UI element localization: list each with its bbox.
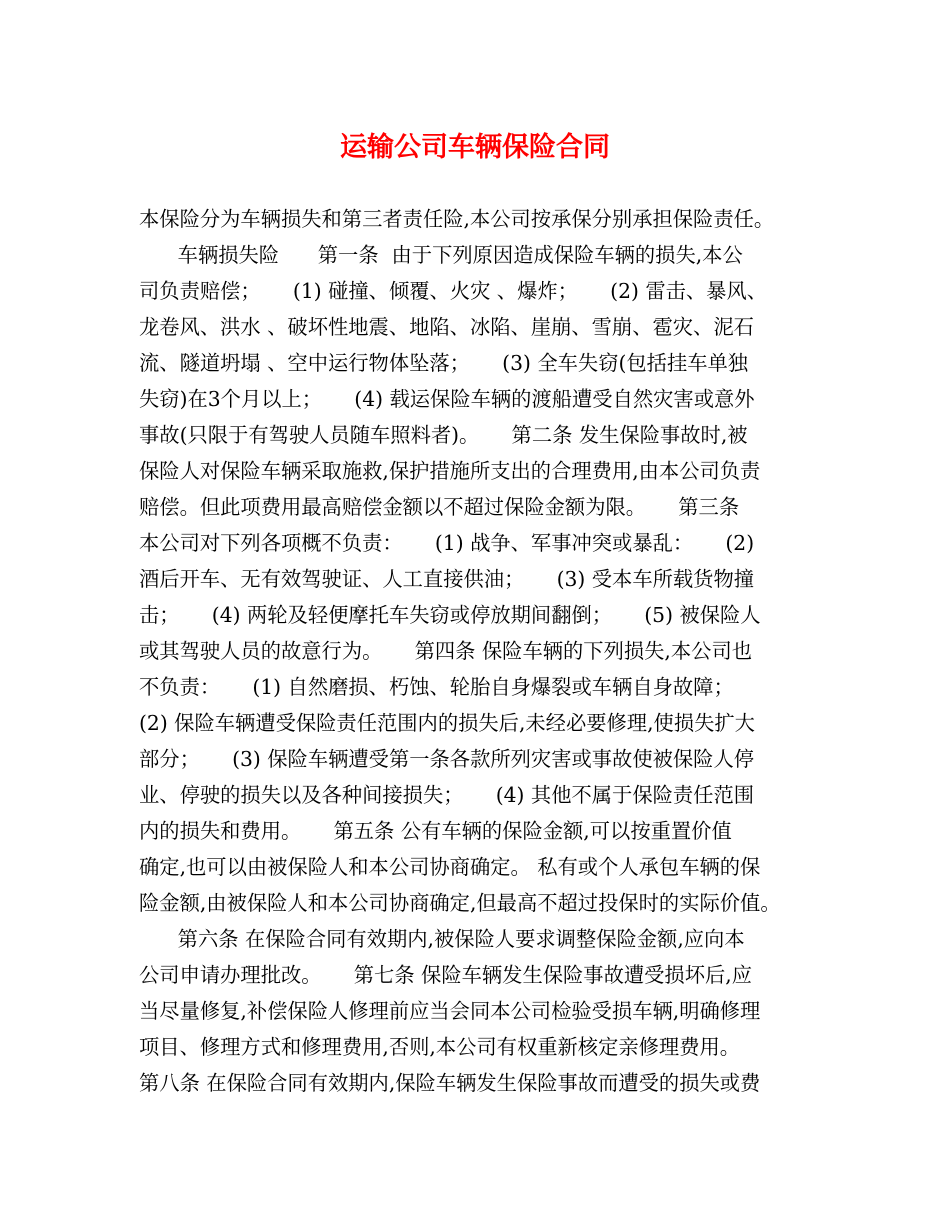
body-line: 或其驾驶人员的故意行为。 第四条 保险车辆的下列损失,本公司也 — [139, 639, 753, 663]
body-line: 赔偿。但此项费用最高赔偿金额以不超过保险金额为限。 第三条 — [139, 495, 740, 519]
body-line: 项目、修理方式和修理费用,否则,本公司有权重新核定亲修理费用。 — [139, 1035, 741, 1059]
body-line: 龙卷风、洪水 、破坏性地震、地陷、冰陷、崖崩、雪崩、雹灾、泥石 — [139, 315, 754, 339]
body-line: 击； (4) 两轮及轻便摩托车失窃或停放期间翻倒； (5) 被保险人 — [139, 603, 761, 627]
body-line: 酒后开车、无有效驾驶证、人工直接供油； (3) 受本车所载货物撞 — [139, 567, 755, 591]
body-line: 当尽量修复,补偿保险人修理前应当会同本公司检验受损车辆,明确修理 — [139, 999, 761, 1023]
body-line: 车辆损失险 第一条 由于下列原因造成保险车辆的损失,本公 — [139, 243, 743, 267]
body-line: 保险人对保险车辆采取施救,保护措施所支出的合理费用,由本公司负责 — [139, 459, 761, 483]
body-line: 失窃)在3个月以上； (4) 载运保险车辆的渡船遭受自然灾害或意外 — [139, 387, 755, 411]
body-line: 不负责： (1) 自然磨损、朽蚀、轮胎自身爆裂或车辆自身故障； — [139, 675, 734, 699]
body-line: 确定,也可以由被保险人和本公司协商确定。 私有或个人承包车辆的保 — [139, 855, 761, 879]
body-line: 第八条 在保险合同有效期内,保险车辆发生保险事故而遭受的损失或费 — [139, 1071, 761, 1095]
body-line: 内的损失和费用。 第五条 公有车辆的保险金额,可以按重置价值 — [139, 819, 732, 843]
body-line: (2) 保险车辆遭受保险责任范围内的损失后,未经必要修理,使损失扩大 — [139, 711, 755, 735]
document-title: 运输公司车辆保险合同 — [340, 132, 610, 163]
body-line: 本公司对下列各项概不负责： (1) 战争、军事冲突或暴乱： (2) — [139, 531, 755, 555]
document-body — [139, 201, 815, 1101]
body-line: 险金额,由被保险人和本公司协商确定,但最高不超过投保时的实际价值。 — [139, 891, 781, 915]
body-line: 流、隧道坍塌 、空中运行物体坠落； (3) 全车失窃(包括挂车单独 — [139, 351, 749, 375]
body-line: 司负责赔偿； (1) 碰撞、倾覆、火灾 、爆炸； (2) 雷击、暴风、 — [139, 279, 768, 303]
body-line: 业、停驶的损失以及各种间接损失； (4) 其他不属于保险责任范围 — [139, 783, 755, 807]
body-line: 第六条 在保险合同有效期内,被保险人要求调整保险金额,应向本 — [139, 927, 745, 951]
body-line: 公司申请办理批改。 第七条 保险车辆发生保险事故遭受损坏后,应 — [139, 963, 753, 987]
body-line: 事故(只限于有驾驶人员随车照料者)。 第二条 发生保险事故时,被 — [139, 423, 748, 447]
body-line: 部分； (3) 保险车辆遭受第一条各款所列灾害或事故使被保险人停 — [139, 747, 755, 771]
body-line: 本保险分为车辆损失和第三者责任险,本公司按承保分别承担保险责任。 — [139, 207, 775, 231]
